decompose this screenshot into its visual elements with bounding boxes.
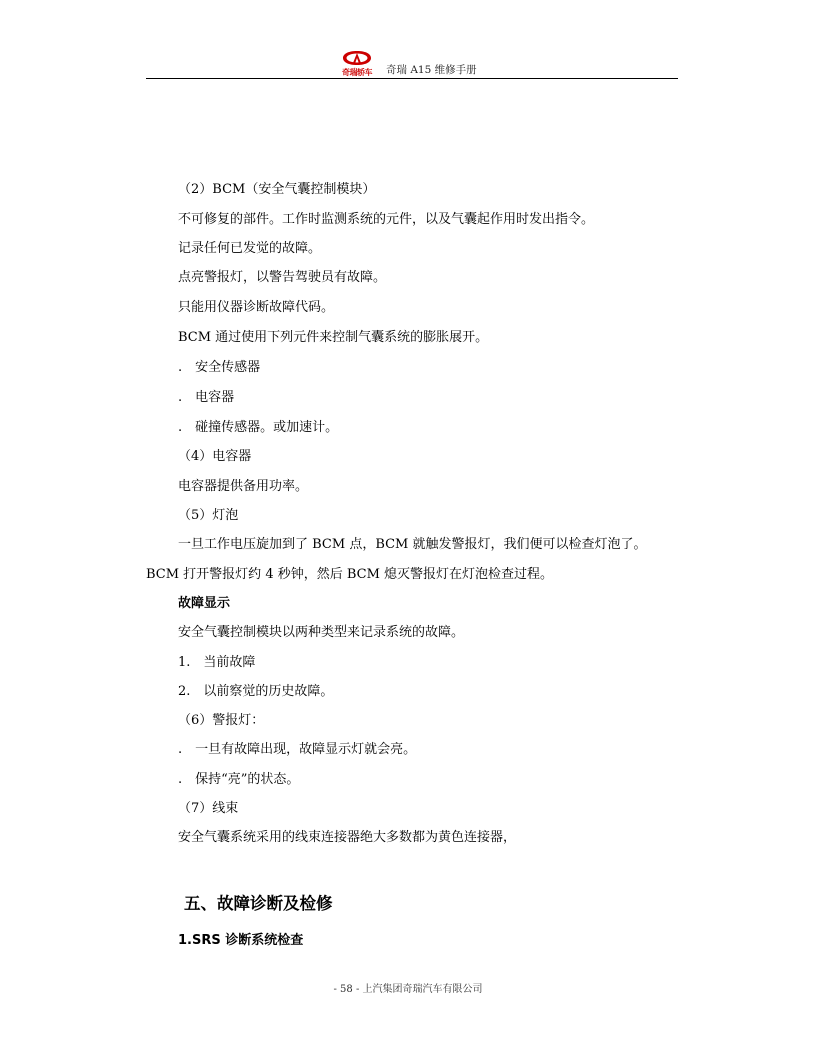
logo-text: 奇瑞轿车 xyxy=(342,68,372,77)
text-line: BCM 打开警报灯约 4 秒钟，然后 BCM 熄灭警报灯在灯泡检查过程。 xyxy=(146,567,554,582)
section-title: 五、故障诊断及检修 xyxy=(184,894,333,913)
list-item: . 保持“亮”的状态。 xyxy=(178,772,300,787)
text-line: 点亮警报灯，以警告驾驶员有故障。 xyxy=(178,270,387,285)
page-footer: - 58 - 上汽集团奇瑞汽车有限公司 xyxy=(333,984,483,995)
list-item: 2. 以前察觉的历史故障。 xyxy=(178,684,334,699)
list-item: . 碰撞传感器。或加速计。 xyxy=(178,420,339,435)
text-line: 电容器提供备用功率。 xyxy=(178,479,309,494)
list-item: 1. 当前故障 xyxy=(178,655,256,670)
list-item: . 安全传感器 xyxy=(178,360,261,375)
text-line: （2）BCM（安全气囊控制模块） xyxy=(178,182,376,197)
text-line: （5）灯泡 xyxy=(178,508,239,523)
paragraph-heading: 故障显示 xyxy=(178,596,231,611)
page-header xyxy=(146,44,678,79)
text-line: 记录任何已发觉的故障。 xyxy=(178,241,322,256)
chery-logo xyxy=(334,50,380,78)
text-line: 一旦工作电压旋加到了 BCM 点，BCM 就触发警报灯，我们便可以检查灯泡了。 xyxy=(178,537,647,552)
text-line: 不可修复的部件。工作时监测系统的元件，以及气囊起作用时发出指令。 xyxy=(178,212,595,227)
text-line: 安全气囊控制模块以两种类型来记录系统的故障。 xyxy=(178,625,465,640)
text-line: 只能用仪器诊断故障代码。 xyxy=(178,300,335,315)
text-line: 安全气囊系统采用的线束连接器绝大多数都为黄色连接器， xyxy=(178,830,517,845)
text-line: （4）电容器 xyxy=(178,449,252,464)
text-line: （7）线束 xyxy=(178,801,239,816)
chery-logo-icon xyxy=(342,50,372,66)
subsection-title: 1.SRS 诊断系统检查 xyxy=(178,933,304,948)
list-item: . 一旦有故障出现，故障显示灯就会亮。 xyxy=(178,742,417,757)
header-title: 奇瑞 A15 维修手册 xyxy=(386,64,477,76)
text-line: （6）警报灯： xyxy=(178,713,265,728)
list-item: . 电容器 xyxy=(178,390,235,405)
text-line: BCM 通过使用下列元件来控制气囊系统的膨胀展开。 xyxy=(178,330,489,345)
